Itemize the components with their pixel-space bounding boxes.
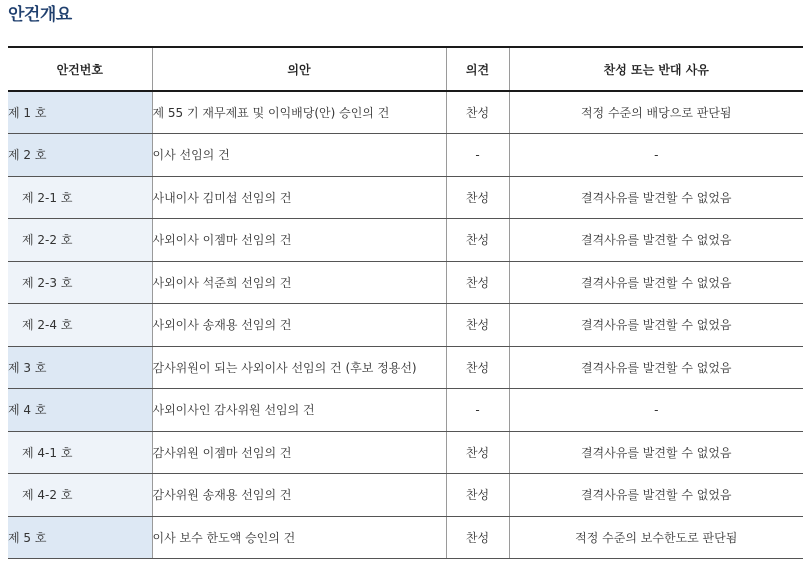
agenda-title: 사내이사 김미섭 선임의 건 [152,176,446,219]
agenda-vote: 찬성 [446,176,509,219]
agenda-number: 제 2-4 호 [8,304,152,347]
agenda-vote: - [446,389,509,432]
agenda-reason: 결격사유를 발견할 수 없었음 [509,176,803,219]
agenda-title: 감사위원이 되는 사외이사 선임의 건 (후보 정용선) [152,346,446,389]
agenda-vote: 찬성 [446,346,509,389]
agenda-title: 사외이사 석준희 선임의 건 [152,261,446,304]
agenda-vote: 찬성 [446,219,509,262]
header-agenda-number: 안건번호 [8,47,152,91]
agenda-reason: 적정 수준의 보수한도로 판단됨 [509,516,803,559]
agenda-number: 제 1 호 [8,91,152,134]
agenda-reason: - [509,389,803,432]
agenda-number: 제 2-3 호 [8,261,152,304]
agenda-number: 제 5 호 [8,516,152,559]
table-row [8,346,803,389]
agenda-reason: 결격사유를 발견할 수 없었음 [509,346,803,389]
agenda-vote: 찬성 [446,91,509,134]
header-vote: 의견 [446,47,509,91]
agenda-title: 감사위원 이젬마 선임의 건 [152,431,446,474]
table-row [8,261,803,304]
table-row [8,91,803,134]
agenda-number: 제 2-1 호 [8,176,152,219]
agenda-reason: 적정 수준의 배당으로 판단됨 [509,91,803,134]
agenda-number: 제 2 호 [8,134,152,177]
agenda-vote: 찬성 [446,516,509,559]
agenda-number: 제 3 호 [8,346,152,389]
table-row [8,219,803,262]
table-row [8,431,803,474]
table-row [8,134,803,177]
agenda-reason: 결격사유를 발견할 수 없었음 [509,474,803,517]
table-row [8,474,803,517]
agenda-number: 제 4-1 호 [8,431,152,474]
agenda-table [8,46,803,559]
agenda-title: 이사 선임의 건 [152,134,446,177]
table-row [8,389,803,432]
section-title: 안건개요 [8,5,72,25]
agenda-number: 제 2-2 호 [8,219,152,262]
agenda-vote: 찬성 [446,304,509,347]
agenda-title: 사외이사인 감사위원 선임의 건 [152,389,446,432]
agenda-reason: 결격사유를 발견할 수 없었음 [509,261,803,304]
agenda-title: 이사 보수 한도액 승인의 건 [152,516,446,559]
header-agenda-title: 의안 [152,47,446,91]
agenda-reason: 결격사유를 발견할 수 없었음 [509,431,803,474]
agenda-reason: - [509,134,803,177]
table-header-row [8,47,803,91]
agenda-reason: 결격사유를 발견할 수 없었음 [509,304,803,347]
agenda-title: 감사위원 송재용 선임의 건 [152,474,446,517]
agenda-title: 사외이사 이젬마 선임의 건 [152,219,446,262]
table-row [8,176,803,219]
table-row [8,516,803,559]
agenda-vote: 찬성 [446,261,509,304]
agenda-vote: - [446,134,509,177]
agenda-reason: 결격사유를 발견할 수 없었음 [509,219,803,262]
agenda-vote: 찬성 [446,474,509,517]
agenda-number: 제 4 호 [8,389,152,432]
table-row [8,304,803,347]
agenda-title: 제 55 기 재무제표 및 이익배당(안) 승인의 건 [152,91,446,134]
agenda-number: 제 4-2 호 [8,474,152,517]
agenda-title: 사외이사 송재용 선임의 건 [152,304,446,347]
header-reason: 찬성 또는 반대 사유 [509,47,803,91]
agenda-vote: 찬성 [446,431,509,474]
